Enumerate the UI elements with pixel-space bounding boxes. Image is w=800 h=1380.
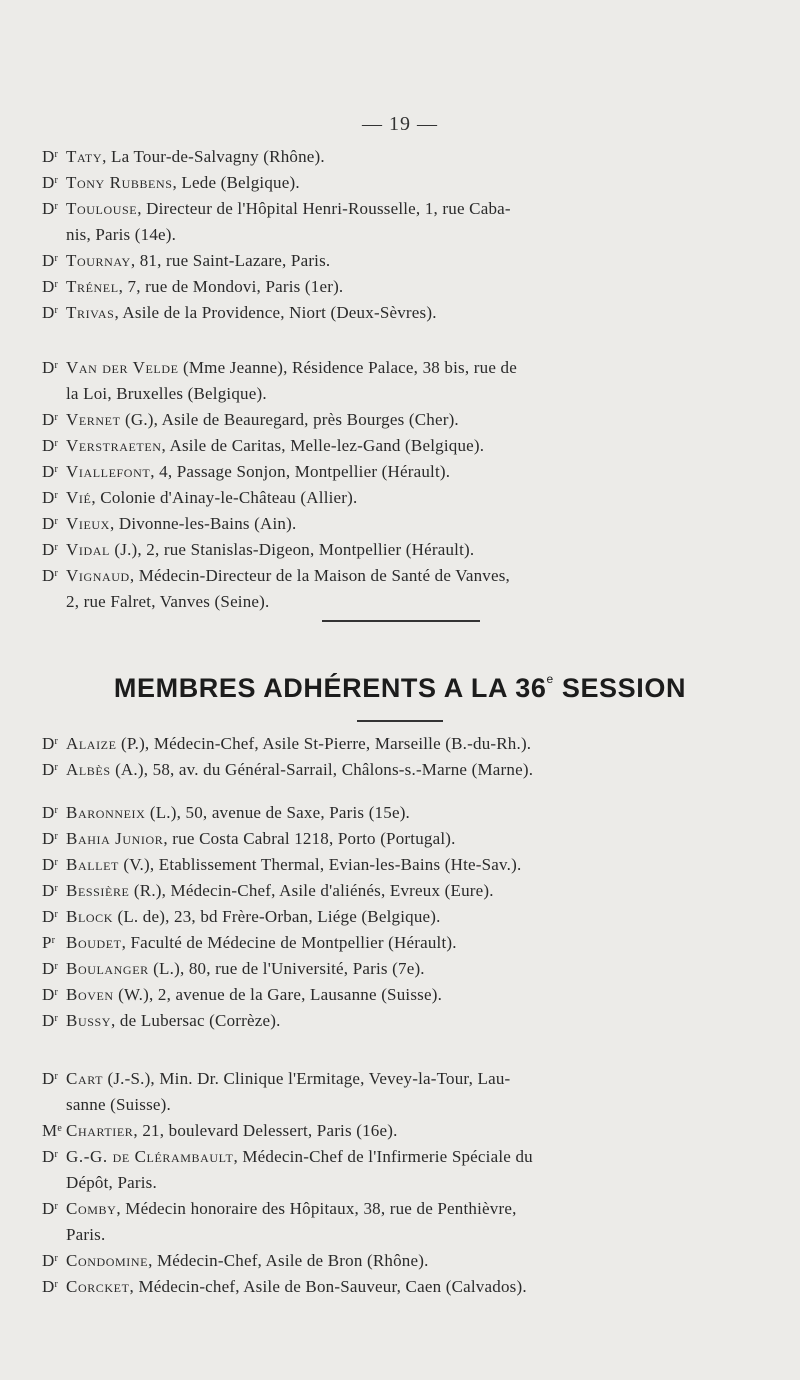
member-list-b (42, 800, 770, 1034)
member-name: Vieux (66, 514, 110, 533)
honorific: $D^r$ (42, 1011, 59, 1030)
honorific: $D^r$ (42, 829, 59, 848)
member-entry (42, 433, 770, 459)
honorific: $D^r$ (42, 881, 59, 900)
member-name: Vignaud (66, 566, 130, 585)
page-number: — 19 — (362, 113, 438, 135)
honorific: $D^r$ (42, 147, 59, 166)
member-details: , Médecin-Chef, Asile de Bron (Rhône). (148, 1251, 429, 1270)
member-name: Van der Velde (66, 358, 179, 377)
member-name: Bahia Junior (66, 829, 164, 848)
member-name: Vié (66, 488, 92, 507)
member-name: Boudet (66, 933, 122, 952)
member-details-continued: Paris. (66, 1225, 106, 1244)
member-name: Bussy (66, 1011, 112, 1030)
member-details: , Faculté de Médecine de Montpellier (Hérault). (121, 933, 457, 952)
member-details-continued: 2, rue Falret, Vanves (Seine). (66, 592, 270, 611)
honorific: $D^r$ (42, 907, 59, 926)
member-name: Alaize (66, 734, 117, 753)
member-details-continued: sanne (Suisse). (66, 1095, 171, 1114)
member-entry (42, 537, 770, 563)
member-details: (R.), Médecin-Chef, Asile d'aliénés, Evreux (Eure). (129, 881, 494, 900)
honorific: $D^r$ (42, 985, 59, 1004)
member-list-a (42, 731, 770, 783)
member-name: Trivas (66, 303, 115, 322)
heading-underline (357, 720, 443, 722)
honorific: $D^r$ (42, 303, 59, 322)
member-details: , Asile de la Providence, Niort (Deux-Sèvres). (114, 303, 437, 322)
honorific: $D^r$ (42, 358, 59, 377)
member-details: , 21, boulevard Delessert, Paris (16e). (133, 1121, 398, 1140)
member-name: Cart (66, 1069, 104, 1088)
member-entry (42, 1008, 770, 1034)
member-name: Block (66, 907, 114, 926)
member-entry (42, 563, 770, 615)
member-name: Tournay (66, 251, 131, 270)
member-details: (J.-S.), Min. Dr. Clinique l'Ermitage, Vevey-la-Tour, Lau- (103, 1069, 511, 1088)
member-entry (42, 170, 770, 196)
member-details: , de Lubersac (Corrèze). (111, 1011, 281, 1030)
member-name: Condomine (66, 1251, 149, 1270)
honorific: $D^r$ (42, 410, 59, 429)
member-entry (42, 196, 770, 248)
honorific: $D^r$ (42, 1277, 59, 1296)
member-entry (42, 826, 770, 852)
member-entry (42, 248, 770, 274)
member-entry (42, 904, 770, 930)
member-entry (42, 757, 770, 783)
member-list-c (42, 1066, 770, 1300)
member-details: (V.), Etablissement Thermal, Evian-les-Bains (Hte-Sav.). (118, 855, 522, 874)
member-details: (L. de), 23, bd Frère-Orban, Liége (Belgique). (113, 907, 441, 926)
member-name: Baronneix (66, 803, 146, 822)
member-name: Taty (66, 147, 103, 166)
member-entry (42, 300, 770, 326)
honorific: $P^r$ (42, 933, 56, 952)
member-details: , Directeur de l'Hôpital Henri-Rousselle, 1, rue Caba- (137, 199, 511, 218)
honorific: $D^r$ (42, 488, 59, 507)
member-name: Albès (66, 760, 111, 779)
member-name: Viallefont (66, 462, 151, 481)
member-entry (42, 274, 770, 300)
member-entry (42, 144, 770, 170)
honorific: $D^r$ (42, 199, 59, 218)
member-name: Ballet (66, 855, 119, 874)
member-name: Boven (66, 985, 114, 1004)
honorific: $D^r$ (42, 436, 59, 455)
honorific: $D^r$ (42, 1147, 59, 1166)
member-details: , La Tour-de-Salvagny (Rhône). (102, 147, 325, 166)
honorific: $D^r$ (42, 959, 59, 978)
honorific: $D^r$ (42, 251, 59, 270)
member-name: Tony Rubbens (66, 173, 173, 192)
honorific: $D^r$ (42, 803, 59, 822)
member-entry (42, 930, 770, 956)
member-entry (42, 355, 770, 407)
honorific: $D^r$ (42, 1251, 59, 1270)
honorific: $D^r$ (42, 1069, 59, 1088)
member-entry (42, 485, 770, 511)
member-details: , 4, Passage Sonjon, Montpellier (Hérault). (150, 462, 451, 481)
heading-text: MEMBRES ADHÉRENTS A LA 36 (113, 673, 547, 703)
member-name: Boulanger (66, 959, 149, 978)
honorific: $D^r$ (42, 734, 59, 753)
member-details: (L.), 80, rue de l'Université, Paris (7e). (148, 959, 425, 978)
member-entry (42, 1144, 770, 1196)
member-details: , Médecin honoraire des Hôpitaux, 38, rue de Penthièvre, (116, 1199, 517, 1218)
member-entry (42, 1196, 770, 1248)
member-details: , Médecin-chef, Asile de Bon-Sauveur, Caen (Calvados). (129, 1277, 527, 1296)
member-details: , Médecin-Directeur de la Maison de Santé de Vanves, (129, 566, 510, 585)
member-details: (W.), 2, avenue de la Gare, Lausanne (Suisse). (113, 985, 443, 1004)
member-entry (42, 1118, 770, 1144)
member-name: Comby (66, 1199, 117, 1218)
member-entry (42, 800, 770, 826)
heading-suffix: SESSION (553, 673, 687, 703)
member-details: , 7, rue de Mondovi, Paris (1er). (118, 277, 344, 296)
member-details: , Médecin-Chef de l'Infirmerie Spéciale du (233, 1147, 533, 1166)
member-name: Chartier (66, 1121, 134, 1140)
member-entry (42, 852, 770, 878)
member-details: , Asile de Caritas, Melle-lez-Gand (Belgique). (161, 436, 485, 455)
member-entry (42, 982, 770, 1008)
member-details: (P.), Médecin-Chef, Asile St-Pierre, Marseille (B.-du-Rh.). (116, 734, 532, 753)
member-details: , Lede (Belgique). (172, 173, 300, 192)
honorific: Me (42, 1121, 62, 1140)
honorific: $D^r$ (42, 277, 59, 296)
member-details: , Divonne-les-Bains (Ain). (109, 514, 297, 533)
member-details: (G.), Asile de Beauregard, près Bourges (Cher). (120, 410, 459, 429)
member-list-v (42, 355, 770, 615)
member-list-t (42, 144, 770, 326)
honorific: $D^r$ (42, 1199, 59, 1218)
member-entry (42, 1248, 770, 1274)
member-entry (42, 1066, 770, 1118)
member-name: Toulouse (66, 199, 138, 218)
honorific: $D^r$ (42, 855, 59, 874)
member-details-continued: nis, Paris (14e). (66, 225, 177, 244)
member-details: , 81, rue Saint-Lazare, Paris. (130, 251, 331, 270)
member-name: Verstraeten (66, 436, 162, 455)
member-entry (42, 1274, 770, 1300)
heading-sup: e (546, 672, 554, 686)
member-name: G.-G. de Clérambault (66, 1147, 234, 1166)
honorific: $D^r$ (42, 514, 59, 533)
member-details: (L.), 50, avenue de Saxe, Paris (15e). (145, 803, 411, 822)
member-name: Trénel (66, 277, 119, 296)
member-name: Vidal (66, 540, 110, 559)
honorific: $D^r$ (42, 462, 59, 481)
member-entry (42, 731, 770, 757)
section-divider (322, 620, 480, 622)
member-entry (42, 878, 770, 904)
member-details: (A.), 58, av. du Général-Sarrail, Châlons-s.-Marne (Marne). (110, 760, 534, 779)
member-details-continued: Dépôt, Paris. (66, 1173, 157, 1192)
member-entry (42, 956, 770, 982)
member-name: Bessière (66, 881, 130, 900)
member-details: (J.), 2, rue Stanislas-Digeon, Montpellier (Hérault). (109, 540, 475, 559)
member-entry (42, 407, 770, 433)
member-entry (42, 459, 770, 485)
honorific: $D^r$ (42, 566, 59, 585)
honorific: $D^r$ (42, 540, 59, 559)
member-name: Vernet (66, 410, 121, 429)
section-heading (0, 673, 800, 704)
member-details: , rue Costa Cabral 1218, Porto (Portugal). (163, 829, 456, 848)
member-details: (Mme Jeanne), Résidence Palace, 38 bis, rue de (178, 358, 517, 377)
member-details-continued: la Loi, Bruxelles (Belgique). (66, 384, 267, 403)
member-details: , Colonie d'Ainay-le-Château (Allier). (91, 488, 358, 507)
member-entry (42, 511, 770, 537)
honorific: $D^r$ (42, 173, 59, 192)
member-name: Corcket (66, 1277, 130, 1296)
honorific: $D^r$ (42, 760, 59, 779)
